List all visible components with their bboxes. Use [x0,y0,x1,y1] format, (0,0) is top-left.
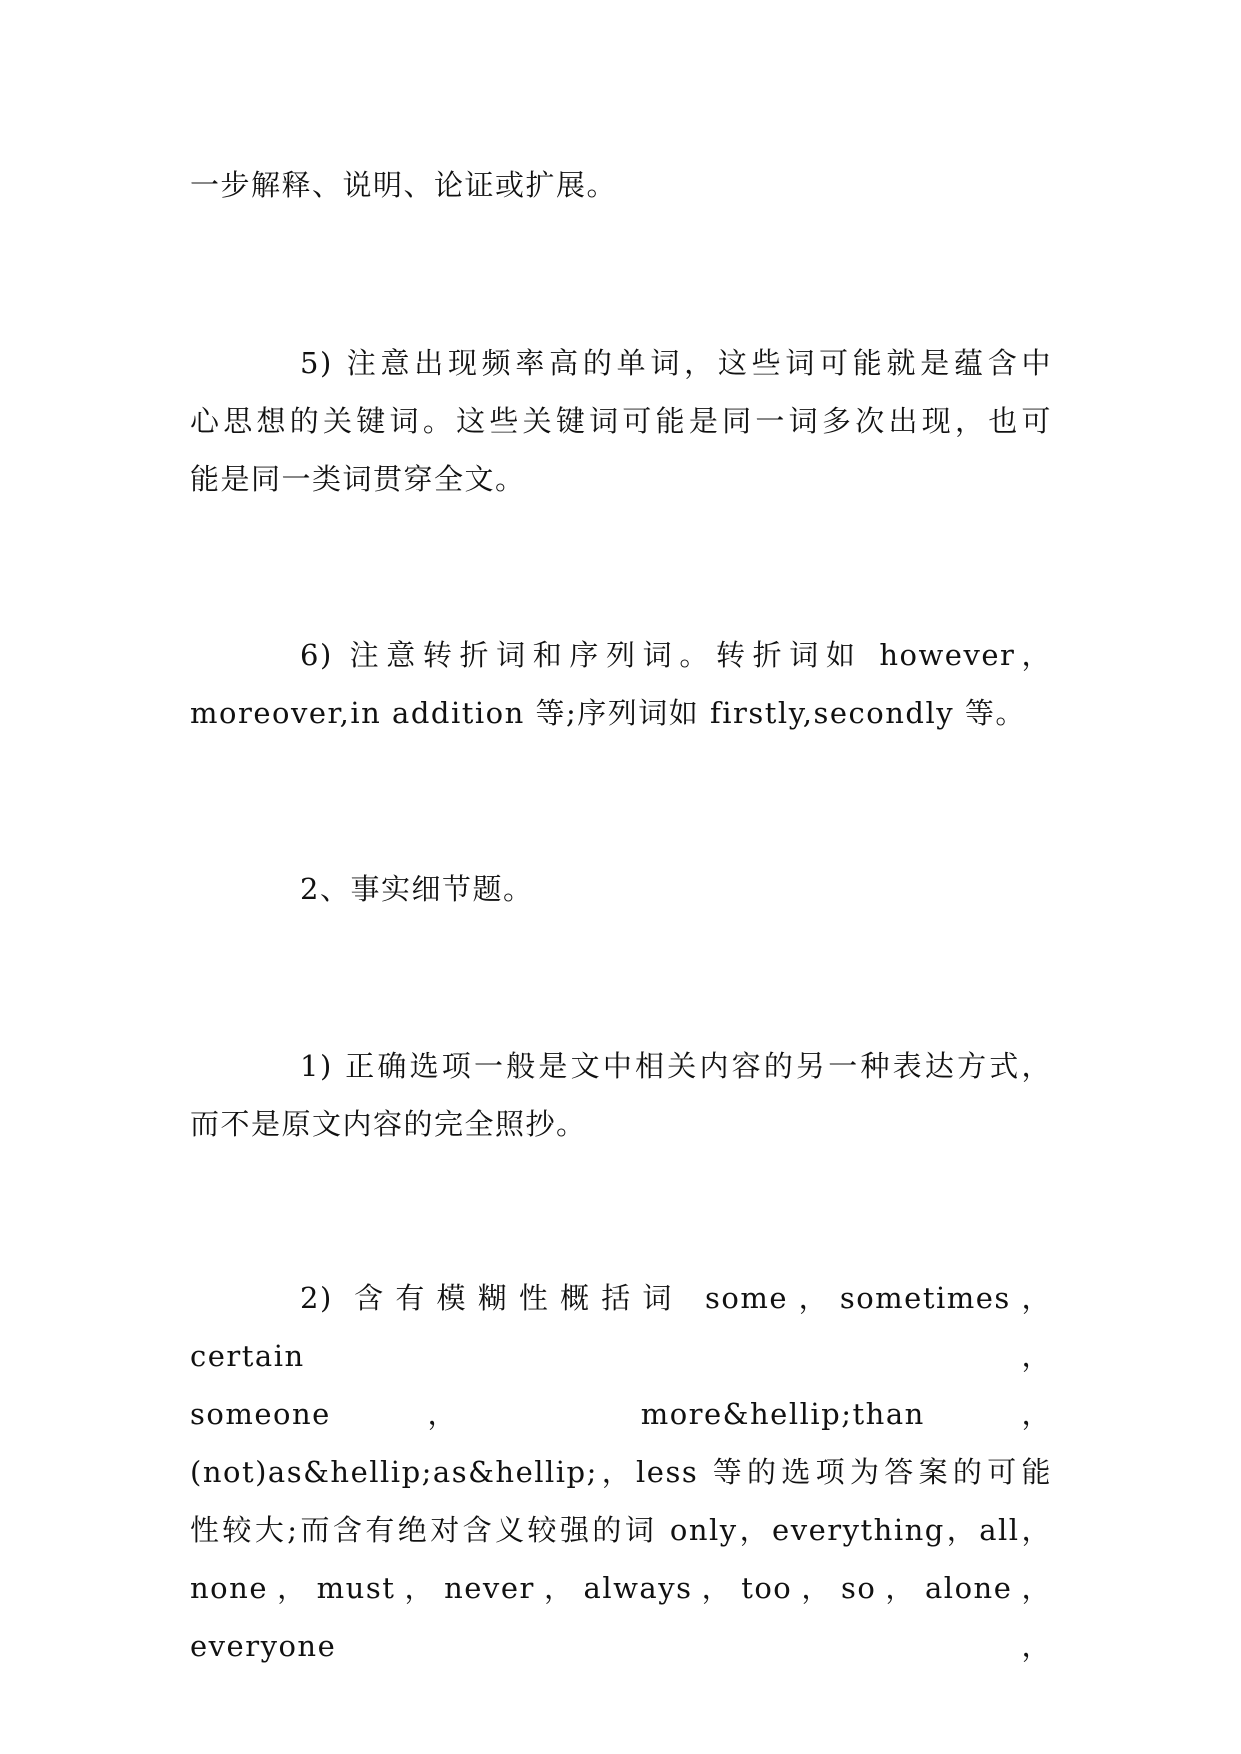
paragraph-point-6 [190,626,1052,742]
paragraph-line: 心思想的关键词。这些关键词可能是同一词多次出现，也可 [190,404,1052,438]
paragraph-line: someone ， more&hellip;than ， [190,1397,1052,1431]
paragraph-line: (not)as&hellip;as&hellip;，less 等的选项为答案的可能 [190,1455,1052,1489]
paragraph-line: 性较大;而含有绝对含义较强的词 only，everything，all， [190,1513,1052,1547]
paragraph-line [190,1269,1052,1385]
paragraph-line: 一步解释、说明、论证或扩展。 [190,168,618,202]
paragraph-text: 5) 注意出现频率高的单词，这些词可能就是蕴含中 [300,346,1052,380]
paragraph-text: 2) 含有模糊性概括词 some，sometimes，certain， [190,1281,1052,1373]
paragraph-line: 能是同一类词贯穿全文。 [190,462,526,496]
heading-text: 2、事实细节题。 [300,872,534,906]
paragraph-detail-point-1 [190,1037,1052,1153]
paragraph-line: 而不是原文内容的完全照抄。 [190,1107,587,1141]
paragraph-line [190,626,1052,684]
paragraph-text: 1) 正确选项一般是文中相关内容的另一种表达方式， [300,1049,1052,1083]
paragraph-line: none，must，never，always，too，so，alone，everyone， [190,1571,1052,1663]
paragraph-line: moreover,in addition 等;序列词如 firstly,secondly 等。 [190,696,1026,730]
paragraph-line [190,1037,1052,1095]
paragraph-point-5 [190,334,1052,508]
paragraph-text: 6) 注意转折词和序列词。转折词如 however， [300,638,1052,672]
paragraph-detail-point-2 [190,1269,1052,1675]
paragraph-line [190,860,1052,918]
paragraph-continuation [190,156,1052,214]
paragraph-line [190,334,1052,392]
section-heading [190,860,1052,918]
